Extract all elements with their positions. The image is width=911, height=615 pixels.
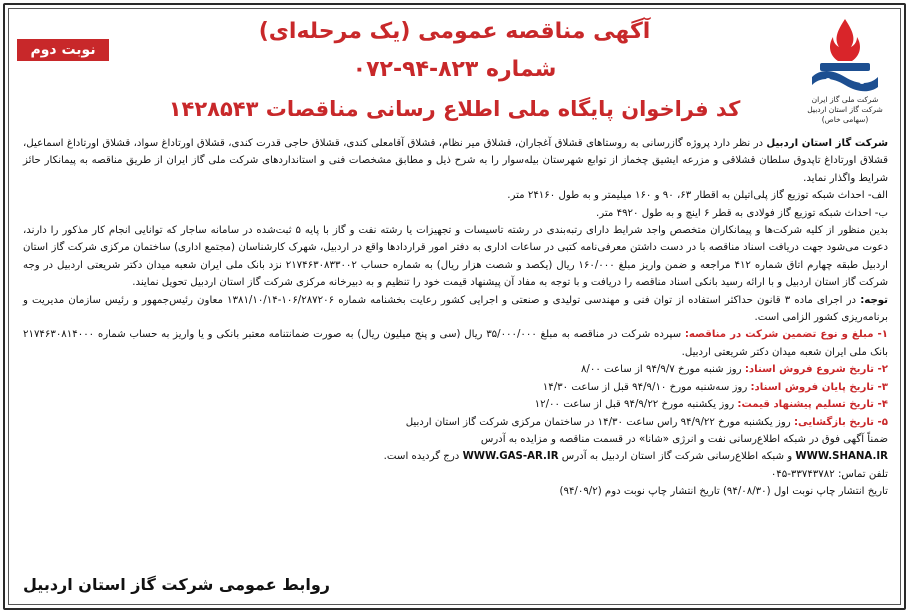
term-2: ۲- تاریخ شروع فروش اسناد: روز شنبه مورخ ۹۴/۹/۷ از ساعت ۸/۰۰ [580, 364, 888, 376]
public-relations-signature: روابط عمومی شرکت گاز استان اردبیل [23, 575, 331, 594]
publish-dates: تاریخ انتشار چاپ نوبت اول (۹۴/۰۸/۳۰) تاریخ انتشار چاپ نوبت دوم (۹۴/۰۹/۲) [559, 486, 888, 498]
round-badge: نوبت دوم [17, 39, 109, 61]
term-3: ۳- تاریخ پایان فروش اسناد: روز سه‌شنبه مورخ ۹۴/۹/۱۰ قبل از ساعت ۱۴/۳۰ [542, 381, 888, 393]
term-4: ۴- تاریخ تسلیم پیشنهاد قیمت: روز یکشنبه مورخ ۹۴/۹/۲۲ قبل از ساعت ۱۲/۰۰ [534, 399, 888, 411]
gas-ar-link[interactable]: WWW.GAS-AR.IR [462, 451, 559, 463]
ad-body [23, 135, 888, 501]
advertisement-frame [3, 3, 906, 610]
note-text: در اجرای ماده ۳ قانون حداکثر استفاده از توان فنی و مهندسی تولیدی و صنعتی و اجرایی کشور رعایت بخشنامه شماره ۱۰۶/۲۸۷۲۰۶-۱۳۸۱/۱۰/۱۴ معاون رئیس‌جمهور و رئیس سازمان مدیریت و برنامه‌ریزی کشور الزامی است. [23, 294, 888, 324]
logo-line-1: شرکت ملی گاز ایران [811, 95, 879, 104]
term-5: ۵- تاریخ بازگشایی: روز یکشنبه مورخ ۹۴/۹/۲۲ راس ساعت ۱۴/۳۰ در ساختمان مرکزی شرکت گاز استان اردبیل [405, 416, 888, 428]
gas-flame-logo-icon [806, 15, 884, 95]
note-label: توجه: [860, 294, 888, 306]
note-paragraph [23, 292, 888, 327]
closing-line-2: WWW.SHANA.IR و شبکه اطلاع‌رسانی شرکت گاز استان اردبیل به آدرس WWW.GAS-AR.IR درج گردیده است. [383, 451, 888, 463]
logo-line-2: شرکت گاز استان اردبیل [807, 105, 883, 114]
item-be: ب- احداث شبکه توزیع گاز فولادی به قطر ۶ اینچ و به طول ۴۹۲۰ متر. [595, 207, 888, 219]
ad-title: آگهی مناقصه عمومی (یک مرحله‌ای) [258, 19, 651, 44]
intro-paragraph [23, 135, 888, 187]
item-alef: الف- احداث شبکه توزیع گاز پلی‌اتیلن به اقطار ۶۳، ۹۰ و ۱۶۰ میلیمتر و به طول ۲۴۱۶۰ متر. [507, 190, 888, 202]
intro-text: در نظر دارد پروژه گازرسانی به روستاهای قشلاق آغجاران، قشلاق میر نظام، قشلاق آقامعلی کندی، قشلاق حاجی قدرت کندی، قشلاق اورتاداغ سواد، قشلاق اورتاداغ اسماعیل، قشلاق اورتاداغ تاپدوق سلطان قشلاقی و مزرعه ایشیق چخماز از توابع شهرستان بیله‌سوار را به شرح ذیل و مطابق مشخصات فنی و استانداردهای شرکت ملی گاز ایران از طریق مناقصه به پیمانکار حائز شرایط واگذار نماید. [23, 138, 888, 184]
term-1: ۱- مبلغ و نوع تضمین شرکت در مناقصه: سپرده شرکت در مناقصه به مبلغ ۳۵/۰۰۰/۰۰۰ ریال (سی و پنج میلیون ریال) به صورت ضمانتنامه معتبر بانکی و یا واریز به حساب شماره ۲۱۷۴۶۳۰۸۱۴۰۰۰ بانک ملی ایران شعبه میدان دکتر شریعتی اردبیل. [23, 329, 888, 358]
company-name: شرکت گاز استان اردبیل [766, 138, 888, 149]
shana-link[interactable]: WWW.SHANA.IR [795, 451, 888, 463]
company-logo [794, 15, 896, 133]
call-code: کد فراخوان پایگاه ملی اطلاع رسانی مناقصات ۱۴۲۸۵۴۳ [168, 97, 741, 121]
invitation-paragraph: بدین منظور از کلیه شرکت‌ها و پیمانکاران متخصص واجد شرایط دارای رتبه‌بندی در رشته تاسیسات و تجهیزات یا رشته نفت و گاز با پایه ۵ ثبت‌شده در سامانه ساجار که توانایی انجام کار مذکور را دارند، دعوت می‌شود جهت دریافت اسناد مناقصه با در دست داشتن معرفی‌نامه کتبی در ساعات اداری به دفتر امور قراردادها واقع در اردبیل، شهرک کارشناسان (مجتمع اداری) ساختمان مرکزی شرکت گاز استان اردبیل طبقه چهارم اتاق شماره ۴۱۲ مراجعه و ضمن واریز مبلغ ۱۶۰/۰۰۰ ریال (یکصد و شصت هزار ریال) به شماره حساب ۲۱۷۴۶۳۰۸۳۳۰۰۲ نزد بانک ملی ایران شعبه میدان دکتر شریعتی اردبیل در وجه شرکت گاز استان اردبیل و با ارائه رسید بانکی اسناد مناقصه را دریافت و با توجه به مفاد آن پیشنهاد قیمت خود را تنظیم و به دبیرخانه مرکزی شرکت گاز استان اردبیل تحویل نمایند. [23, 225, 888, 289]
logo-line-3: (سهامی خاص) [821, 115, 869, 124]
closing-line-1: ضمناً آگهی فوق در شبکه اطلاع‌رسانی نفت و انرژی «شانا» در قسمت مناقصه و مزایده به آدرس [480, 433, 888, 445]
phone-line: تلفن تماس: ۳۳۷۴۳۷۸۲-۰۴۵ [770, 468, 888, 480]
tender-number: شماره ۸۲۳-۹۴-۰۷۲ [352, 57, 557, 82]
